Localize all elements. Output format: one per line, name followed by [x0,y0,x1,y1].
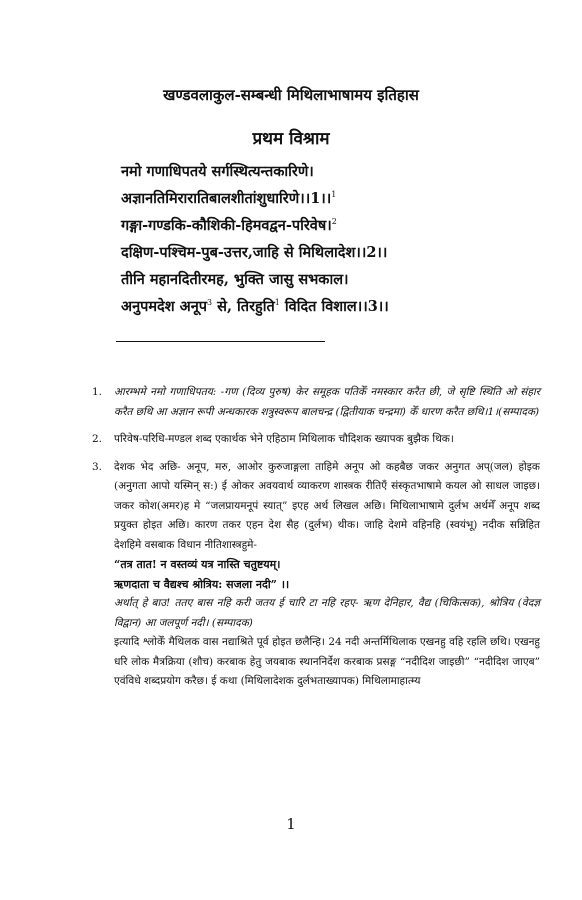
verse-text: से, तिरहुति [212,298,275,315]
verse-line-6 [121,293,541,320]
verse-text: दक्षिण-पश्चिम-पुब-उत्तर,जाहि से मिथिलादेश।।2।। [121,244,388,261]
footnote-3 [92,458,540,692]
verse-text: अज्ञानतिमिरारातिबालशीतांशुधारिणे।।1।। [121,190,332,207]
footnote-2 [92,430,540,450]
footnote-text: आरम्भमे नमो गणाधिपतय: -गण (दिव्य पुरुष) केर समूहक पतिकेँ नमस्कार करैत छी, जे सृष्टि स्थिति ओ संहार करैत छथि आ अज्ञान रूपी अन्धकारक शत्रुस्वरूप बालचन्द्र (द्वितीयाक चन्द्रमा) केँ धारण करैत छथि।1।(सम्पादक) [114,386,540,418]
verse-line-2 [121,185,541,212]
footnote-number: 1. [92,386,103,398]
page-number: 1 [286,815,296,833]
verse-text: अनुपमदेश अनूप [121,298,208,315]
footnote-paragraph: इत्यादि श्लोकेँ मैथिलक वास नद्याश्रिते पूर्व होइत छलैन्हि। 24 नदी अन्तर्मिथिलाक एखनहु वहि रहलि छथि। एखनहु धरि लोक मैत्रक्रिया (शौच) करबाक हेतु जयबाक स्थाननिर्देश करबाक प्रसङ्ग “नदीदिश जाइछी” “नदीदिश जाएब” एवंविधे शब्दप्रयोग करैछ। ई कथा (मिथिलादेशक दुर्लभताख्यापक) मिथिलामाहात्म्य [114,636,540,687]
footnote-paragraph: देशक भेद अछि- अनूप, मरु, आओर कुरुजाङ्गला ताहिमे अनूप ओ कहबैछ जकर अनुगत अप्(जल) होइक (अनुगता आपो यस्मिन् स:) ई ओकर अवयवार्थ व्याकरण शास्त्रक रीतिएँ संस्कृतभाषामे कयल ओ साधल जाइछ। जकर कोश(अमर)ह मे “जलप्रायमनूपं स्यात्” इएह अर्थ लिखल अछि। मिथिलाभाषामे दुर्लभ अर्थमेँ अनूप शब्द प्रयुक्त होइत अछि। कारण तकर एहन देश सैह (दुर्लभ) थीक। जाहि देशमे वहिनहि (स्वयंभू) नदीक सन्निहित देशहिमे वसबाक विधान नीतिशास्त्रहुमे- [114,460,540,551]
verse-line-5 [121,266,541,293]
footnote-number: 2. [92,433,103,445]
footnote-text: परिवेष-परिधि-मण्डल शब्द एकार्थक भेने एहिठाम मिथिलाक चौदिशक ख्यापक बुझैक थिक। [114,433,454,445]
verse-text: तीनि महानदितीरमह, भुक्ति जासु सभकाल। [121,271,349,288]
running-header: खण्डवलाकुल-सम्बन्धी मिथिलाभाषामय इतिहास [163,86,419,104]
verse-line-4 [121,239,541,266]
shloka-line-2: ऋणदाता च वैद्यश्च श्रोत्रिय: सजला नदी” ।। [114,577,290,591]
footnotes [92,383,540,700]
shloka-translation: अर्थात् हे बाउ! ततए बास नहि करी जतय ई चारि टा नहि रहए- ऋण देनिहार, वैद्य (चिकित्सक), श्रोत्रिय (वेदज्ञ विद्वान) आ जलपूर्ण नदी। (सम्पादक) [114,597,540,629]
verse-block [121,158,541,320]
footnote-marker: 3 [207,298,213,308]
footnote-separator [116,341,325,342]
footnote-1 [92,383,540,422]
footnote-marker: 2 [331,217,337,227]
footnote-marker: 1 [331,190,337,200]
shloka-line-1: “तत्र तात! न वस्तव्यं यत्र नास्ति चतुष्टयम्। [114,558,281,571]
verse-text: नमो गणाधिपतये सर्गस्थित्यन्तकारिणे। [121,163,314,180]
footnote-marker: 1 [274,298,280,308]
footnote-number: 3. [92,460,103,473]
verse-text: गङ्गा-गण्डकि-कौशिकी-हिमवद्वन-परिवेष। [121,217,332,234]
verse-text: विदित विशाल।।3।। [279,298,389,315]
verse-line-3 [121,212,541,239]
verse-line-1 [121,158,541,185]
chapter-title: प्रथम विश्राम [252,129,330,149]
